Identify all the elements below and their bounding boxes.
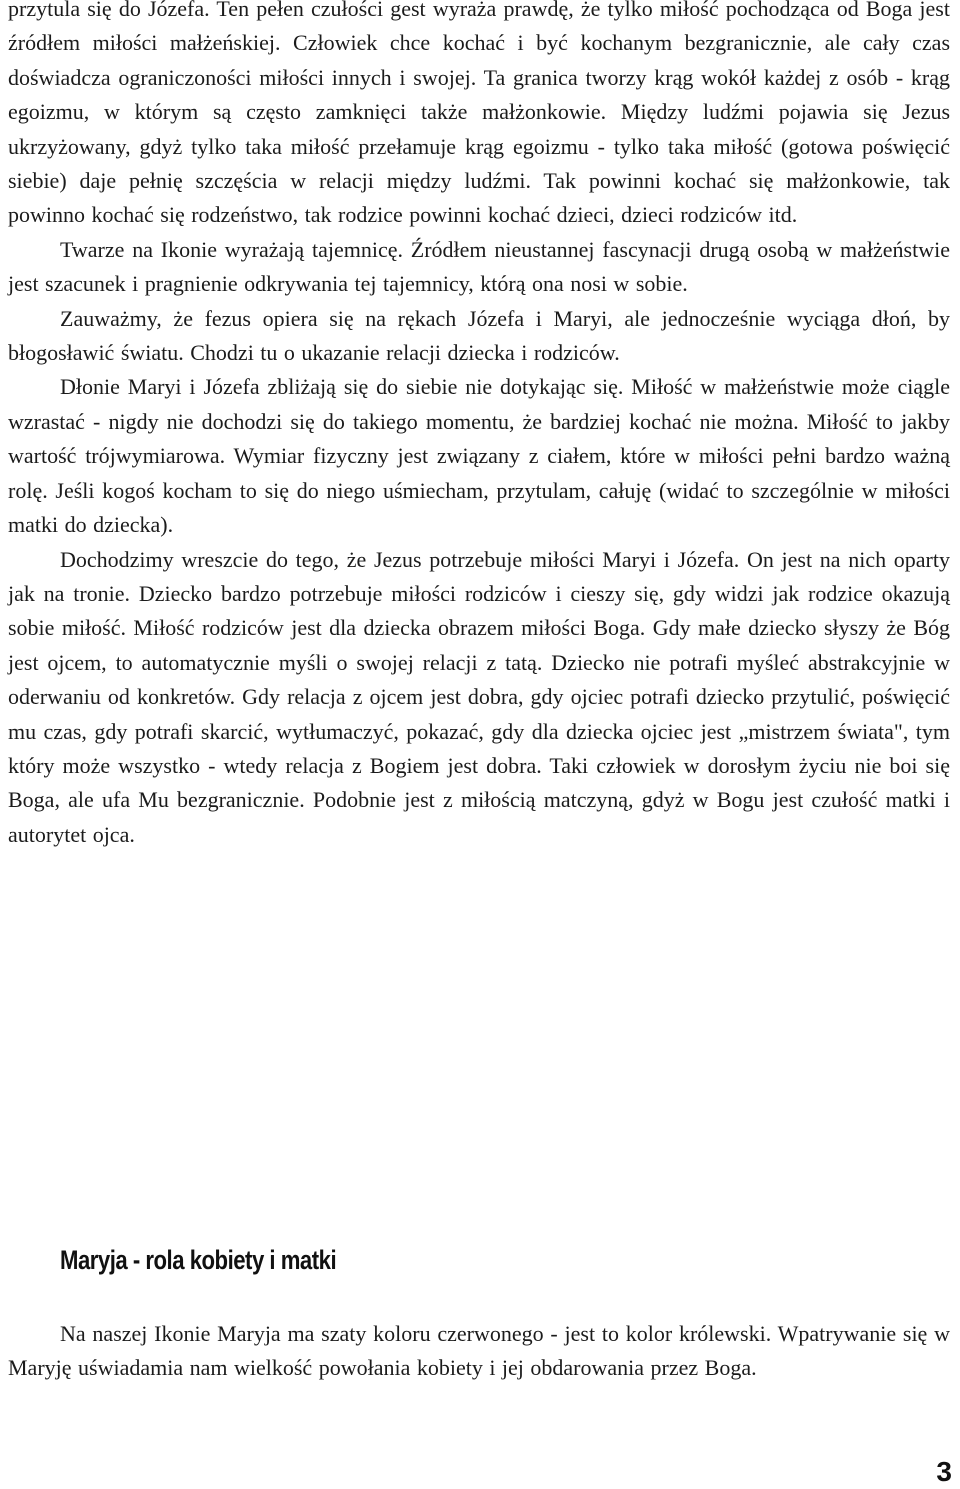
section-body [8, 1317, 950, 1386]
body-text [8, 0, 950, 852]
paragraph-5: Dochodzimy wreszcie do tego, że Jezus potrzebuje miłości Maryi i Józefa. On jest na nich oparty jak na tronie. Dziecko bardzo potrzebuje miłości rodziców i cieszy się, gdy widzi jak rodzice okazują sobie miłość. Miłość rodziców jest dla dziecka obrazem miłości Boga. Gdy małe dziecko słyszy że Bóg jest ojcem, to automatycznie myśli o swojej relacji z tatą. Dziecko nie potrafi myśleć abstrakcyjnie w oderwaniu od konkretów. Gdy relacja z ojcem jest dobra, gdy ojciec potrafi dziecko przytulić, poświęcić mu czas, gdy potrafi skarcić, wytłumaczyć, pokazać, gdy dla dziecka ojciec jest „mistrzem świata", tym który może wszystko - wtedy relacja z Bogiem jest dobra. Taki człowiek w dorosłym życiu nie boi się Boga, ale ufa Mu bezgranicznie. Podobnie jest z miłością matczyną, gdyż w Bogu jest czułość matki i autorytet ojca. [8, 546, 950, 847]
paragraph-3: Zauważmy, że fezus opiera się na rękach Józefa i Maryi, ale jednocześnie wyciąga dłoń, by błogosławić światu. Chodzi tu o ukazanie relacji dziecka i rodziców. [8, 305, 950, 366]
section-heading: Maryja - rola kobiety i matki [60, 1245, 337, 1275]
paragraph-4: Dłonie Maryi i Józefa zbliżają się do siebie nie dotykając się. Miłość w małżeństwie może ciągle wzrastać - nigdy nie dochodzi się do takiego momentu, że bardziej kochać nie można. Miłość to jakby wartość trójwymiarowa. Wymiar fizyczny jest związany z ciałem, które w miłości pełni bardzo ważną rolę. Jeśli kogoś kocham to się do niego uśmiecham, przytulam, całuję (widać to szczególnie w miłości matki do dziecka). [8, 374, 950, 538]
section-paragraph-1: Na naszej Ikonie Maryja ma szaty koloru czerwonego - jest to kolor królewski. Wpatrywanie się w Maryję uświadamia nam wielkość powołania kobiety i jej obdarowania przez Boga. [8, 1321, 950, 1381]
page-number: 3 [936, 1456, 952, 1487]
paragraph-2: Twarze na Ikonie wyrażają tajemnicę. Źródłem nieustannej fascynacji drugą osobą w małżeństwie jest szacunek i pragnienie odkrywania tej tajemnicy, którą ona nosi w sobie. [8, 236, 950, 297]
paragraph-1: przytula się do Józefa. Ten pełen czułości gest wyraża prawdę, że tylko miłość pochodząca od Boga jest źródłem miłości małżeńskiej. Człowiek chce kochać i być kochanym bezgranicznie, ale cały czas doświadcza ograniczoności miłości innych i swojej. Ta granica tworzy krąg wokół każdej z osób - krąg egoizmu, w którym są często zamknięci także małżonkowie. Między ludźmi pojawia się Jezus ukrzyżowany, gdyż tylko taka miłość przełamuje krąg egoizmu - tylko taka miłość (gotowa poświęcić siebie) daje pełnię szczęścia w relacji między ludźmi. Tak powinni kochać się małżonkowie, tak powinno kochać się rodzeństwo, tak rodzice powinni kochać dzieci, dzieci rodziców itd. [8, 0, 950, 228]
